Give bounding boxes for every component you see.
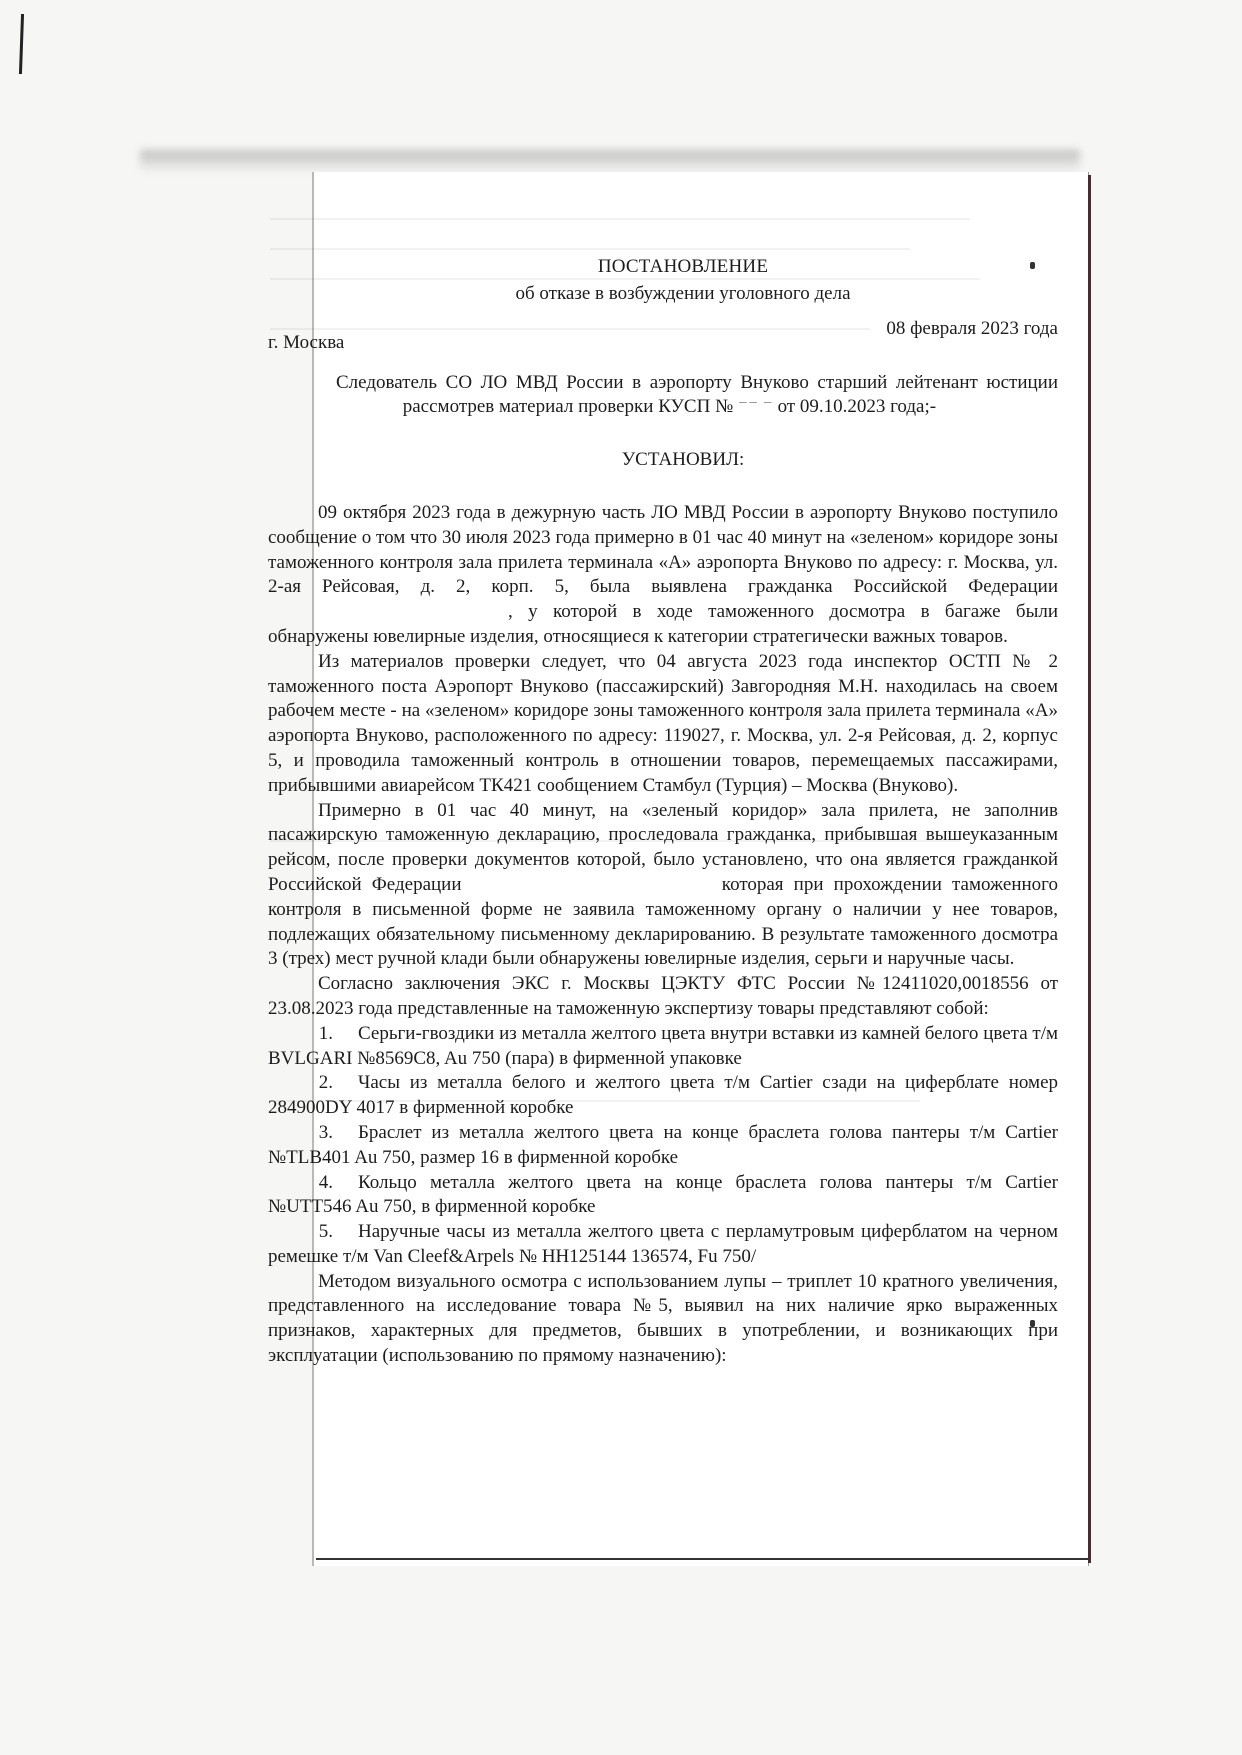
item-number: 4. (318, 1171, 333, 1193)
intro-text-2: рассмотрев материал проверки КУСП № (402, 396, 734, 418)
items-list (268, 1022, 1058, 1270)
list-item (268, 1171, 1058, 1221)
item-number: 3. (318, 1121, 333, 1143)
document-subtitle: об отказе в возбуждении уголовного дела (515, 282, 851, 304)
document-title: ПОСТАНОВЛЕНИЕ (597, 256, 769, 277)
item-number: 2. (318, 1072, 333, 1094)
scan-mark (19, 14, 24, 74)
para3-text-2: которая при прохождении таможенного контроля в письменной форме не заявила таможенному органу о наличии у нее товаров, подлежащих обязательному письменному декларированию. В результате таможенного досмотра 3 (трех) мест ручной клади были обнаружены ювелирные изделия, серьги и наручные часы. (268, 873, 1059, 970)
list-item (268, 1121, 1058, 1171)
paragraph-report (268, 501, 1058, 650)
para1-text-2: , у которой в ходе таможенного досмотра в багаже были обнаружены ювелирные изделия, относящиеся к категории стратегически важных товаров. (268, 601, 1058, 647)
intro-text-3: от 09.10.2023 года;- (777, 396, 937, 418)
item-text: Часы из металла белого и желтого цвета т/м Cartier сзади на циферблате номер 284900DY 4017 в фирменной коробке (268, 1072, 1058, 1119)
para1-text-1: 09 октября 2023 года в дежурную часть ЛО МВД России в аэропорту Внуково поступило сообщение о том что 30 июля 2023 года примерно в 01 час 40 минут на «зеленом» коридоре зоны таможенного контроля зала прилета терминала «А» аэропорта Внуково по адресу: г. Москва, ул. 2-ая Рейсовая, д. 2, корп. 5, была выявлена гражданка Российской Федерации (268, 501, 1058, 598)
paragraph-expertise: Согласно заключения ЭКС г. Москвы ЦЭКТУ ФТС России №12411020,0018556 от 23.08.2023 года представленные на таможенную экспертизу товары представляют собой: (268, 973, 1058, 1019)
item-number: 5. (318, 1221, 333, 1243)
paragraph-materials: Из материалов проверки следует, что 04 августа 2023 года инспектор ОСТП № 2 таможенного поста Аэропорт Внуково (пассажирский) Завгородняя М.Н. находилась на своем рабочем месте - на «зеленом» коридоре зоны таможенного контроля зала прилета терминала «А» аэропорта Внуково, расположенного по адресу: 119027, г. Москва, ул. 2-я Рейсовая, д. 2, корпус 5, и проводила таможенный контроль в отношении товаров, перемещаемых пассажирами, прибывшими авиарейсом ТК421 сообщением Стамбул (Турция) – Москва (Внуково). (268, 650, 1058, 796)
document-place: г. Москва (268, 331, 345, 353)
paragraph-visual-inspection: Методом визуального осмотра с использованием лупы – триплет 10 кратного увеличения, представленного на исследование товара №5, выявил на них наличие ярко выраженных признаков, характерных для предметов, бывших в употреблении, и возникающих при эксплуатации (использованию по прямому назначению): (268, 1270, 1058, 1367)
list-item (268, 1071, 1058, 1121)
intro-text-1: Следователь СО ЛО МВД России в аэропорту Внуково старший лейтенант юстиции (336, 371, 1058, 393)
item-text: Браслет из металла желтого цвета на конце браслета голова пантеры т/м Cartier №TLB401 Au 750, размер 16 в фирменной коробке (268, 1121, 1058, 1168)
scan-shadow (140, 150, 1080, 172)
item-text: Кольцо металла желтого цвета на конце браслета голова пантеры т/м Cartier №UTT546 Au 750, в фирменной коробке (268, 1171, 1058, 1218)
item-text: Серьги-гвоздики из металла желтого цвета внутри вставки из камней белого цвета т/м BVLGARI №8569C8, Au 750 (пара) в фирменной упаковке (268, 1022, 1058, 1069)
intro-paragraph (268, 371, 1058, 421)
section-heading: УСТАНОВИЛ: (621, 449, 745, 471)
document-date: 08 февраля 2023 года (886, 317, 1058, 339)
paragraph-inspection (268, 799, 1058, 973)
page-edge-bottom (316, 1558, 1088, 1560)
item-number: 1. (318, 1022, 333, 1044)
para3-text-1: Примерно в 01 час 40 минут, на «зеленый коридор» зала прилета, не заполнив пасажирскую таможенную декларацию, проследовала гражданка, прибывшая вышеуказанным рейсом, после проверки документов которой, было установлено, что она является гражданкой Российской Федерации (268, 799, 1058, 895)
document-body (268, 255, 1058, 1369)
kusp-number-partial: ⁻⁻ ⁻ (737, 396, 773, 418)
item-text: Наручные часы из металла желтого цвета с перламутровым циферблатом на черном ремешке т/м Van Cleef&Arpels № HH125144 136574, Fu 750/ (268, 1221, 1058, 1267)
page-edge-right (1088, 175, 1091, 1563)
place-date-row (268, 317, 1058, 353)
list-item (268, 1220, 1058, 1270)
list-item (268, 1022, 1058, 1072)
